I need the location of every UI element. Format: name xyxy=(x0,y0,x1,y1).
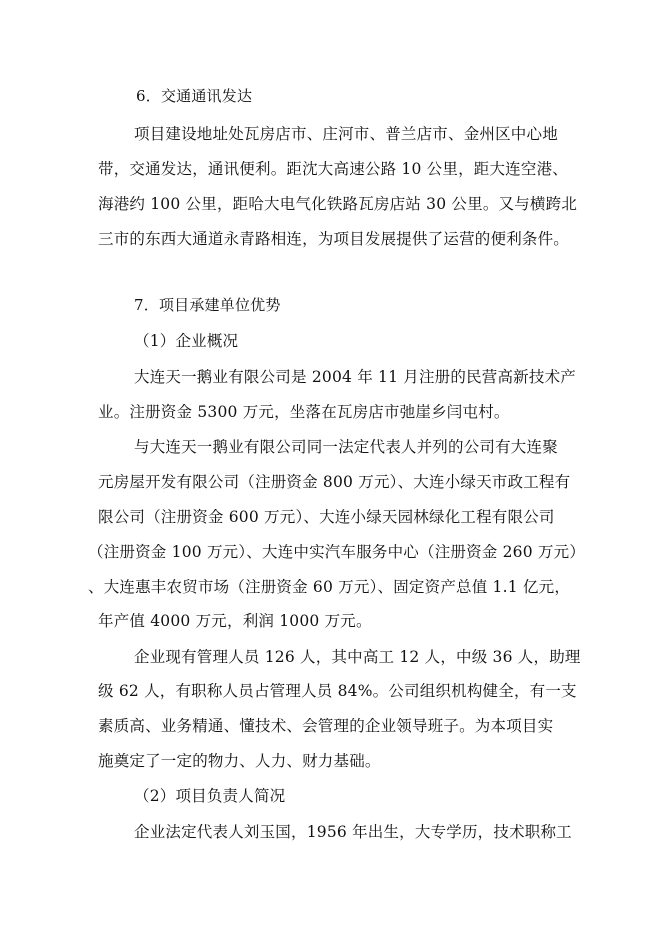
section-7-heading: 7．项目承建单位优势 xyxy=(134,296,281,314)
sub2-para1-line-1: 企业法定代表人刘玉国，1956 年出生，大专学历，技术职称工 xyxy=(134,823,572,841)
sub1-para1-line-2: 业。注册资金 5300 万元，坐落在瓦房店市弛崖乡闫屯村。 xyxy=(98,403,510,421)
sub1-para2-line-5: 、大连惠丰农贸市场（注册资金 60 万元）、固定资产总值 1.1 亿元， xyxy=(88,578,571,596)
sub1-para3-line-1: 企业现有管理人员 126 人，其中高工 12 人，中级 36 人，助理 xyxy=(134,648,581,666)
sub1-para3-line-3: 素质高、业务精通、懂技术、会管理的企业领导班子。为本项目实 xyxy=(98,717,554,735)
sub1-para3-line-4: 施奠定了一定的物力、人力、财力基础。 xyxy=(98,752,381,770)
section-6-line-1: 项目建设地址处瓦房店市、庄河市、普兰店市、金州区中心地 xyxy=(134,125,558,143)
sub1-para1-line-1: 大连天一鹅业有限公司是 2004 年 11 月注册的民营高新技术产 xyxy=(134,368,576,386)
sub1-para2-line-1: 与大连天一鹅业有限公司同一法定代表人并列的公司有大连聚 xyxy=(134,438,558,456)
sub1-para3-line-2: 级 62 人，有职称人员占管理人员 84%。公司组织机构健全，有一支 xyxy=(98,682,577,700)
section-6-line-4: 三市的东西大通道永青路相连，为项目发展提供了运营的便利条件。 xyxy=(98,230,570,248)
sub1-para2-line-3: 限公司（注册资金 600 万元）、大连小绿天园林绿化工程有限公司 xyxy=(98,508,555,526)
subsection-2-heading: （2）项目负责人简况 xyxy=(134,787,286,805)
section-6-line-2: 带，交通发达，通讯便利。距沈大高速公路 10 公里，距大连空港、 xyxy=(98,160,568,178)
subsection-1-heading: （1）企业概况 xyxy=(134,332,239,350)
section-6-heading: 6．交通通讯发达 xyxy=(136,87,253,105)
sub1-para2-line-6: 年产值 4000 万元，利润 1000 万元。 xyxy=(98,612,372,630)
sub1-para2-line-2: 元房屋开发有限公司（注册资金 800 万元）、大连小绿天市政工程有 xyxy=(98,473,571,491)
sub1-para2-line-4: （注册资金 100 万元）、大连中实汽车服务中心（注册资金 260 万元） xyxy=(88,543,586,561)
section-6-line-3: 海港约 100 公里，距哈大电气化铁路瓦房店站 30 公里。又与横跨北 xyxy=(98,195,578,213)
